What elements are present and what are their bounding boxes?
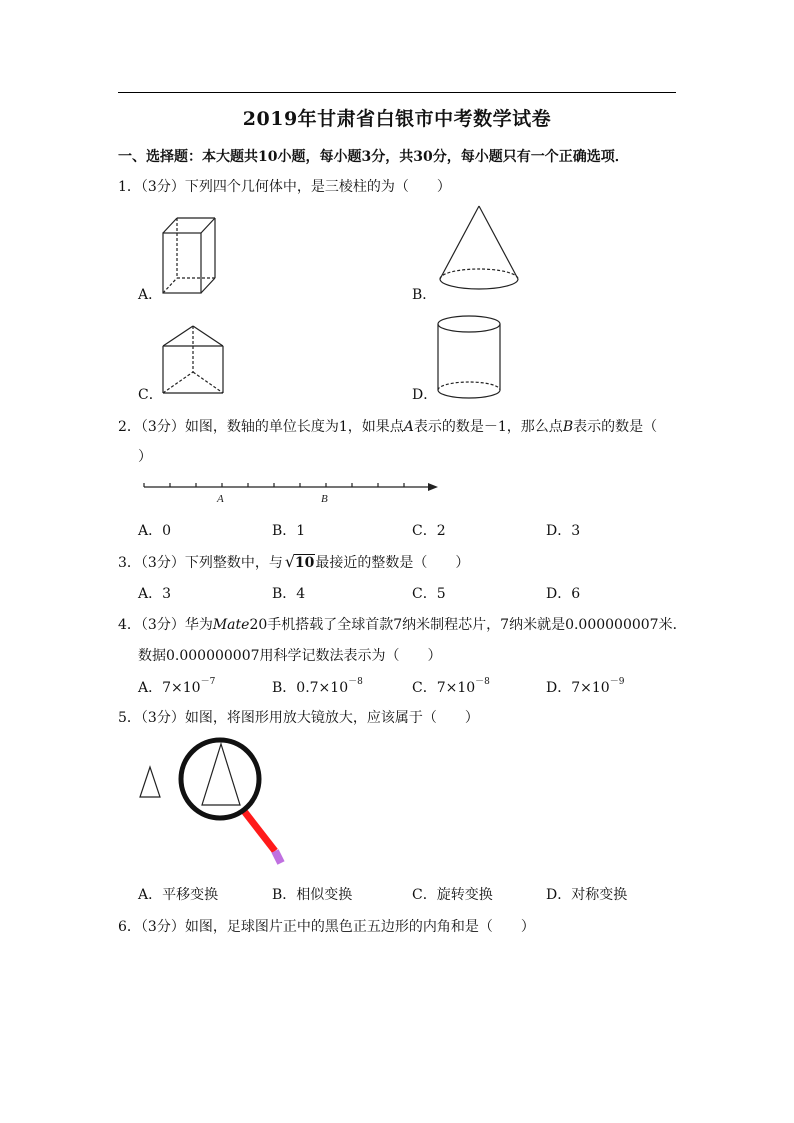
q3-option-b: B．4 — [272, 586, 306, 602]
question-text: 表示的数是－1，那么点 — [413, 419, 563, 435]
q4-option-b — [272, 677, 363, 697]
question-score: （3分） — [140, 419, 185, 435]
radicand: 10 — [294, 555, 315, 571]
option-base: A．7×10 — [138, 680, 201, 696]
question-text: 下列四个几何体中，是三棱柱的为（ ） — [184, 179, 451, 195]
question-text: 表示的数是（ — [573, 419, 658, 435]
point-b-label: B — [562, 419, 574, 435]
q3-option-a: A．3 — [138, 586, 172, 602]
q4-option-c — [412, 677, 490, 697]
radical-sign: √ — [284, 552, 296, 571]
question-score: （3分） — [140, 710, 185, 726]
question-3 — [118, 552, 469, 572]
question-score: （3分） — [140, 179, 185, 195]
q5-option-a: A．平移变换 — [138, 887, 219, 903]
option-base: D．7×10 — [546, 680, 610, 696]
cone-figure — [436, 202, 522, 294]
question-2-continuation: ） — [138, 449, 152, 465]
model-name: Mate — [212, 617, 250, 633]
question-4 — [118, 614, 687, 634]
question-number: 5． — [118, 710, 141, 726]
cylinder-figure — [434, 313, 504, 403]
q1-option-c: C． — [138, 387, 163, 403]
axis-label-b: B — [321, 493, 328, 504]
q1-option-d: D． — [412, 387, 438, 403]
q2-option-a: A．0 — [138, 523, 172, 539]
magnifier-handle-tip — [275, 851, 281, 863]
section-heading: 一、选择题：本大题共10小题，每小题3分，共30分，每小题只有一个正确选项． — [118, 149, 629, 165]
q1-option-a: A． — [138, 287, 163, 303]
option-base: B．0.7×10 — [272, 680, 349, 696]
option-exponent: －8 — [348, 677, 363, 687]
question-text: 如图，将图形用放大镜放大，应该属于（ ） — [184, 710, 479, 726]
question-text: 最接近的整数是（ ） — [315, 555, 470, 571]
question-4-continuation: 数据0.000000007用科学记数法表示为（ ） — [138, 648, 442, 664]
point-a-label: A — [403, 419, 414, 435]
square-root — [284, 552, 315, 571]
magnifier-handle — [244, 811, 275, 851]
option-exponent: －8 — [475, 677, 490, 687]
question-text: 下列整数中，与 — [184, 555, 283, 571]
question-number: 6． — [118, 919, 141, 935]
small-triangle — [140, 767, 160, 797]
question-5 — [118, 707, 479, 727]
q2-option-b: B．1 — [272, 523, 306, 539]
magnifier-lens — [181, 740, 259, 818]
option-exponent: －9 — [609, 677, 625, 687]
q2-option-c: C．2 — [412, 523, 446, 539]
question-6 — [118, 916, 535, 936]
question-number: 3． — [118, 555, 141, 571]
q5-option-b: B．相似变换 — [272, 887, 353, 903]
q4-option-d — [546, 677, 624, 697]
question-1 — [118, 176, 451, 196]
q3-option-c: C．5 — [412, 586, 446, 602]
question-score: （3分） — [140, 555, 185, 571]
question-number: 2． — [118, 419, 141, 435]
q3-option-d: D．6 — [546, 586, 581, 602]
q2-option-d: D．3 — [546, 523, 581, 539]
option-base: C．7×10 — [412, 680, 476, 696]
rectangular-prism-figure — [158, 215, 220, 297]
question-score: （3分） — [140, 617, 185, 633]
number-line-figure — [140, 478, 440, 504]
header-rule — [118, 92, 676, 93]
q4-option-a — [138, 677, 215, 697]
question-2 — [118, 416, 657, 436]
question-number: 4． — [118, 617, 141, 633]
question-text: 如图，足球图片正中的黑色正五边形的内角和是（ ） — [184, 919, 535, 935]
question-text: 20手机搭载了全球首款7纳米制程芯片，7纳米就是0.000000007米． — [249, 617, 687, 633]
question-score: （3分） — [140, 919, 185, 935]
question-text: 如图，数轴的单位长度为1，如果点 — [184, 419, 404, 435]
q1-option-b: B． — [412, 287, 437, 303]
triangular-prism-figure — [160, 322, 226, 398]
q5-option-c: C．旋转变换 — [412, 887, 493, 903]
exam-title: 2019年甘肃省白银市中考数学试卷 — [242, 108, 552, 130]
question-number: 1． — [118, 179, 141, 195]
axis-label-a: A — [217, 493, 224, 504]
q5-option-d: D．对称变换 — [546, 887, 628, 903]
option-exponent: －7 — [200, 677, 216, 687]
question-text: 华为 — [184, 617, 213, 633]
magnifier-figure — [132, 735, 292, 871]
